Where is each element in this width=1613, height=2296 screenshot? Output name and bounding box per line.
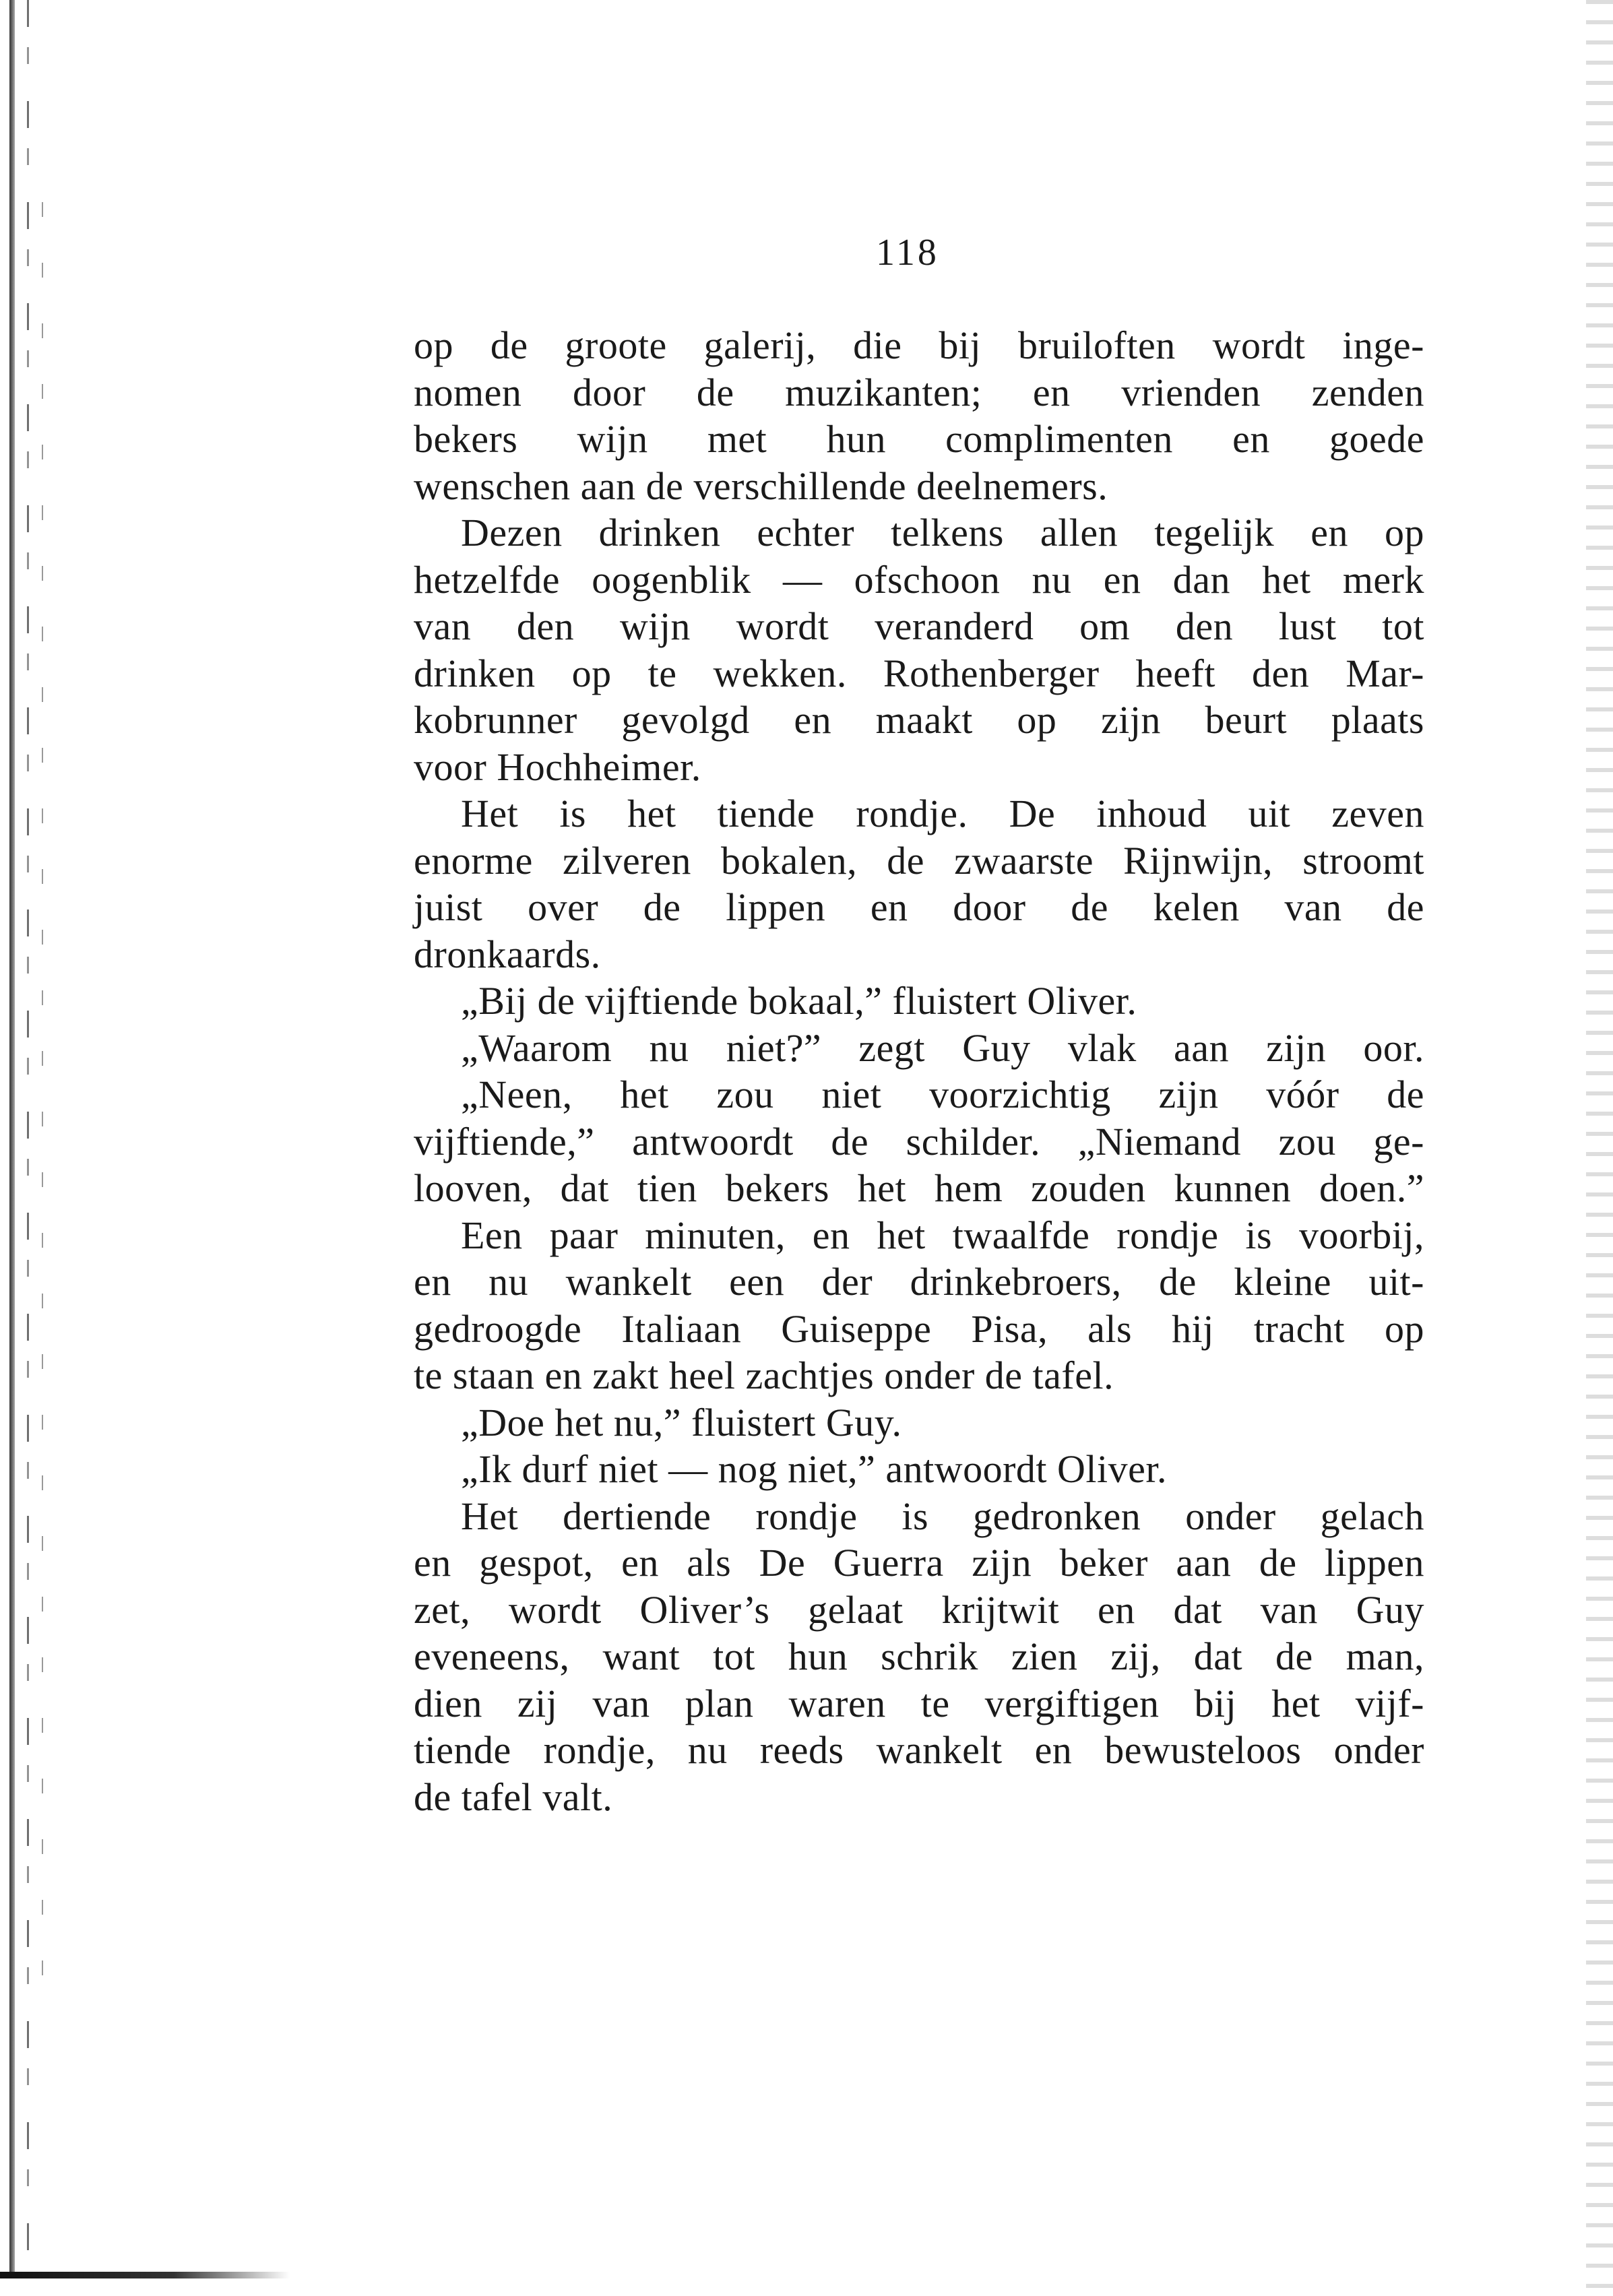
text-line: Een paar minuten, en het twaalfde rondje is voorbij, (461, 1213, 1424, 1257)
scanned-binding-edge (0, 0, 81, 2296)
text-line: en gespot, en als De Guerra zijn beker aan de lippen (414, 1541, 1424, 1585)
text-line: enorme zilveren bokalen, de zwaarste Rijnwijn, stroomt (414, 838, 1424, 883)
text-line: Het dertiende rondje is gedronken onder gelach (461, 1494, 1424, 1538)
text-line: gedroogde Italiaan Guiseppe Pisa, als hij tracht op (414, 1306, 1424, 1351)
binding-shadow (9, 0, 15, 2277)
page-number: 118 (876, 232, 939, 274)
text-line: op de groote galerij, die bij bruiloften wordt inge- (414, 323, 1424, 367)
text-line: de tafel valt. (414, 1775, 613, 1819)
text-line: Het is het tiende rondje. De inhoud uit zeven (461, 792, 1424, 835)
text-line: „Waarom nu niet?” zegt Guy vlak aan zijn oor. (461, 1025, 1424, 1070)
text-line: zet, wordt Oliver’s gelaat krijtwit en dat van Guy (414, 1587, 1424, 1632)
text-line: „Ik durf niet — nog niet,” antwoordt Oliver. (461, 1447, 1168, 1491)
text-line: drinken op te wekken. Rothenberger heeft den Mar- (414, 651, 1424, 695)
binding-marks (27, 0, 29, 2257)
text-line: Dezen drinken echter telkens allen tegelijk en op (461, 511, 1424, 554)
page-bottom-edge (0, 2272, 290, 2278)
text-line: „Doe het nu,” fluistert Guy. (461, 1400, 902, 1444)
text-line: „Bij de vijftiende bokaal,” fluistert Oliver. (461, 979, 1137, 1023)
text-line: eveneens, want tot hun schrik zien zij, dat de man, (414, 1634, 1424, 1678)
text-line: nomen door de muzikanten; en vrienden zenden (414, 370, 1424, 414)
text-line: hetzelfde oogenblik — ofschoon nu en dan het merk (414, 557, 1424, 602)
text-line: tiende rondje, nu reeds wankelt en bewusteloos onder (414, 1728, 1424, 1772)
binding-marks-inner (42, 202, 43, 2021)
text-line: en nu wankelt een der drinkebroers, de kleine uit- (414, 1260, 1424, 1304)
text-line: vijftiende,” antwoordt de schilder. „Niemand zou ge- (414, 1119, 1424, 1163)
text-line: bekers wijn met hun complimenten en goede (414, 417, 1424, 461)
text-line: dronkaards. (414, 932, 601, 976)
text-line: juist over de lippen en door de kelen van de (414, 885, 1424, 929)
text-line: van den wijn wordt veranderd om den lust tot (414, 604, 1424, 648)
text-line: looven, dat tien bekers het hem zouden kunnen doen.” (414, 1166, 1424, 1210)
text-line: „Neen, het zou niet voorzichtig zijn vóór de (461, 1073, 1424, 1116)
text-line: kobrunner gevolgd en maakt op zijn beurt plaats (414, 698, 1424, 742)
text-line: dien zij van plan waren te vergiftigen bij het vijf- (414, 1681, 1424, 1725)
right-page-edge (1586, 0, 1613, 2296)
body-text (414, 322, 1424, 1820)
text-line: te staan en zakt heel zachtjes onder de tafel. (414, 1353, 1114, 1397)
text-line: voor Hochheimer. (414, 744, 701, 789)
text-line: wenschen aan de verschillende deelnemers. (414, 464, 1108, 508)
